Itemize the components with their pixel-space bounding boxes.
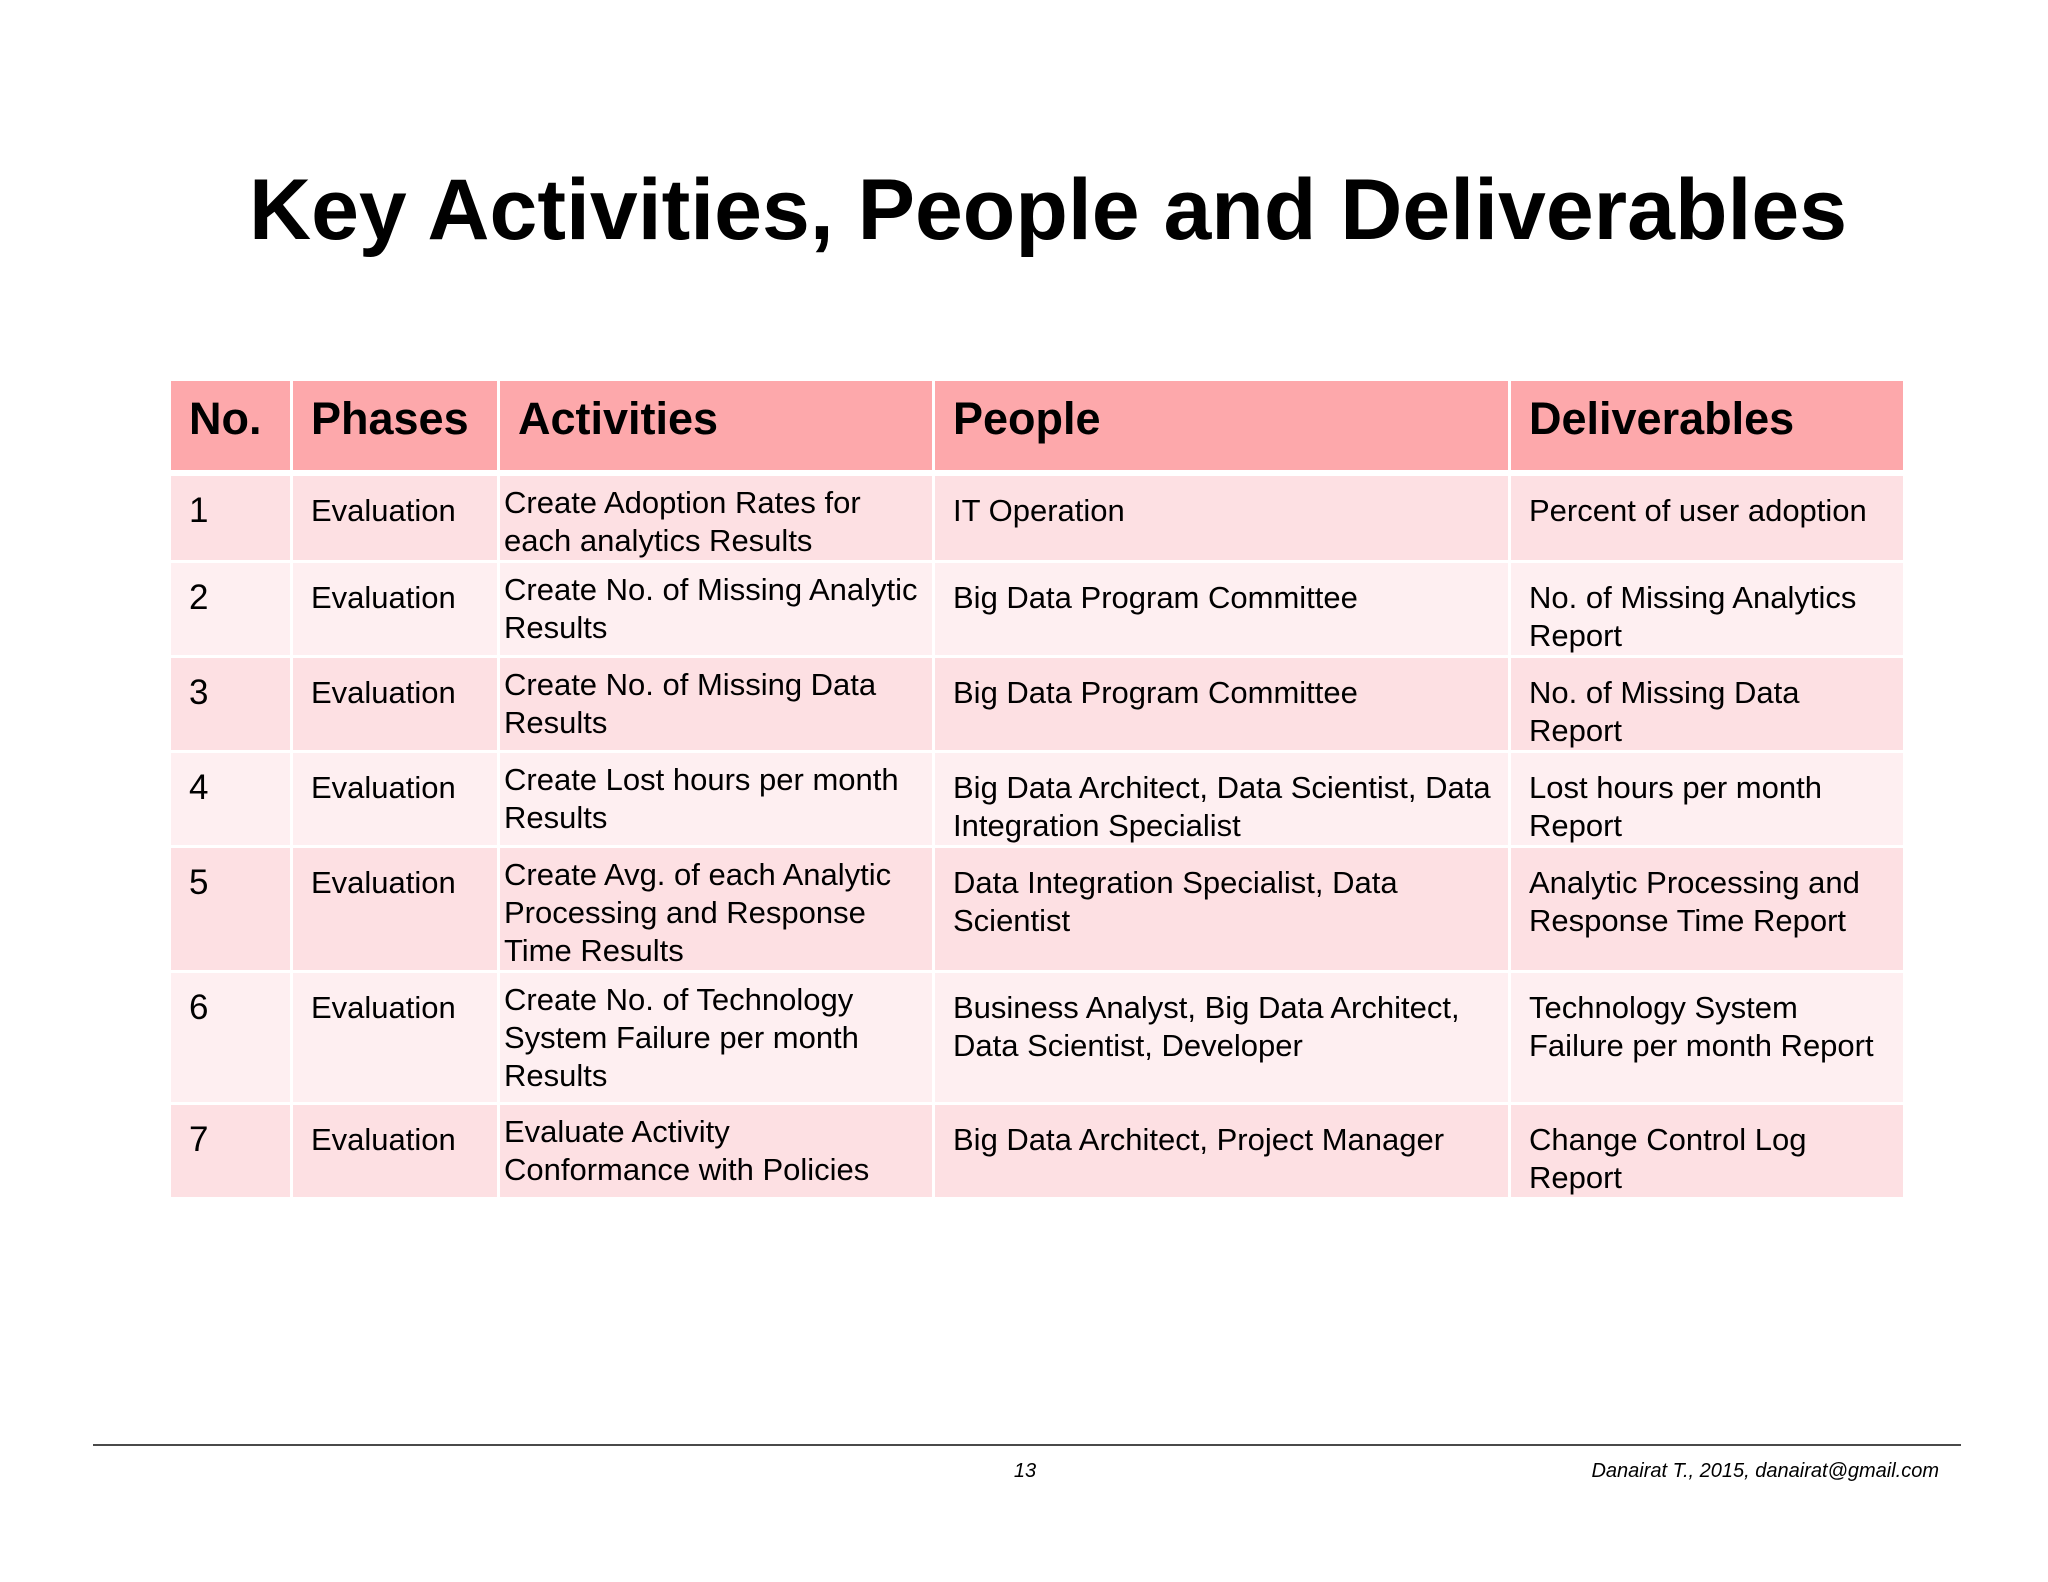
table-row [170, 562, 1905, 657]
phase-cell: Evaluation [292, 473, 499, 562]
phase-cell: Evaluation [292, 972, 499, 1104]
footer-credit: Danairat T., 2015, danairat@gmail.com [1591, 1460, 1939, 1482]
people-cell: Business Analyst, Big Data Architect, Data Scientist, Developer [934, 972, 1510, 1104]
table-row [170, 657, 1905, 752]
slide-title: Key Activities, People and Deliverables [248, 162, 1848, 258]
row-number: 2 [170, 562, 292, 657]
page-number: 13 [1013, 1460, 1037, 1482]
table-row [170, 752, 1905, 847]
phase-cell: Evaluation [292, 1104, 499, 1199]
header-phases: Phases [292, 381, 499, 473]
row-number: 5 [170, 847, 292, 972]
phase-cell: Evaluation [292, 562, 499, 657]
deliverable-cell: Analytic Processing and Response Time Report [1510, 847, 1905, 972]
people-cell: Big Data Architect, Data Scientist, Data Integration Specialist [934, 752, 1510, 847]
activity-cell: Evaluate Activity Conformance with Policies [499, 1104, 934, 1199]
deliverable-cell: No. of Missing Analytics Report [1510, 562, 1905, 657]
table-row [170, 847, 1905, 972]
activity-cell: Create No. of Technology System Failure per month Results [499, 972, 934, 1104]
people-cell: Big Data Architect, Project Manager [934, 1104, 1510, 1199]
deliverable-cell: Change Control Log Report [1510, 1104, 1905, 1199]
table-row [170, 1104, 1905, 1199]
header-activities: Activities [499, 381, 934, 473]
people-cell: Data Integration Specialist, Data Scientist [934, 847, 1510, 972]
phase-cell: Evaluation [292, 657, 499, 752]
activity-cell: Create Adoption Rates for each analytics Results [499, 473, 934, 562]
phase-cell: Evaluation [292, 847, 499, 972]
people-cell: IT Operation [934, 473, 1510, 562]
header-people: People [934, 381, 1510, 473]
deliverable-cell: No. of Missing Data Report [1510, 657, 1905, 752]
table-row [170, 972, 1905, 1104]
activity-cell: Create Avg. of each Analytic Processing and Response Time Results [499, 847, 934, 972]
activity-cell: Create No. of Missing Data Results [499, 657, 934, 752]
deliverable-cell: Lost hours per month Report [1510, 752, 1905, 847]
activity-cell: Create No. of Missing Analytic Results [499, 562, 934, 657]
deliverable-cell: Percent of user adoption [1510, 473, 1905, 562]
table-row [170, 473, 1905, 562]
row-number: 1 [170, 473, 292, 562]
row-number: 7 [170, 1104, 292, 1199]
phase-cell: Evaluation [292, 752, 499, 847]
deliverable-cell: Technology System Failure per month Report [1510, 972, 1905, 1104]
people-cell: Big Data Program Committee [934, 562, 1510, 657]
header-no: No. [170, 381, 292, 473]
row-number: 4 [170, 752, 292, 847]
header-deliverables: Deliverables [1510, 381, 1905, 473]
activities-table [168, 381, 1906, 1200]
activity-cell: Create Lost hours per month Results [499, 752, 934, 847]
row-number: 3 [170, 657, 292, 752]
row-number: 6 [170, 972, 292, 1104]
people-cell: Big Data Program Committee [934, 657, 1510, 752]
table-header-row [170, 381, 1905, 473]
footer-divider [93, 1444, 1961, 1446]
